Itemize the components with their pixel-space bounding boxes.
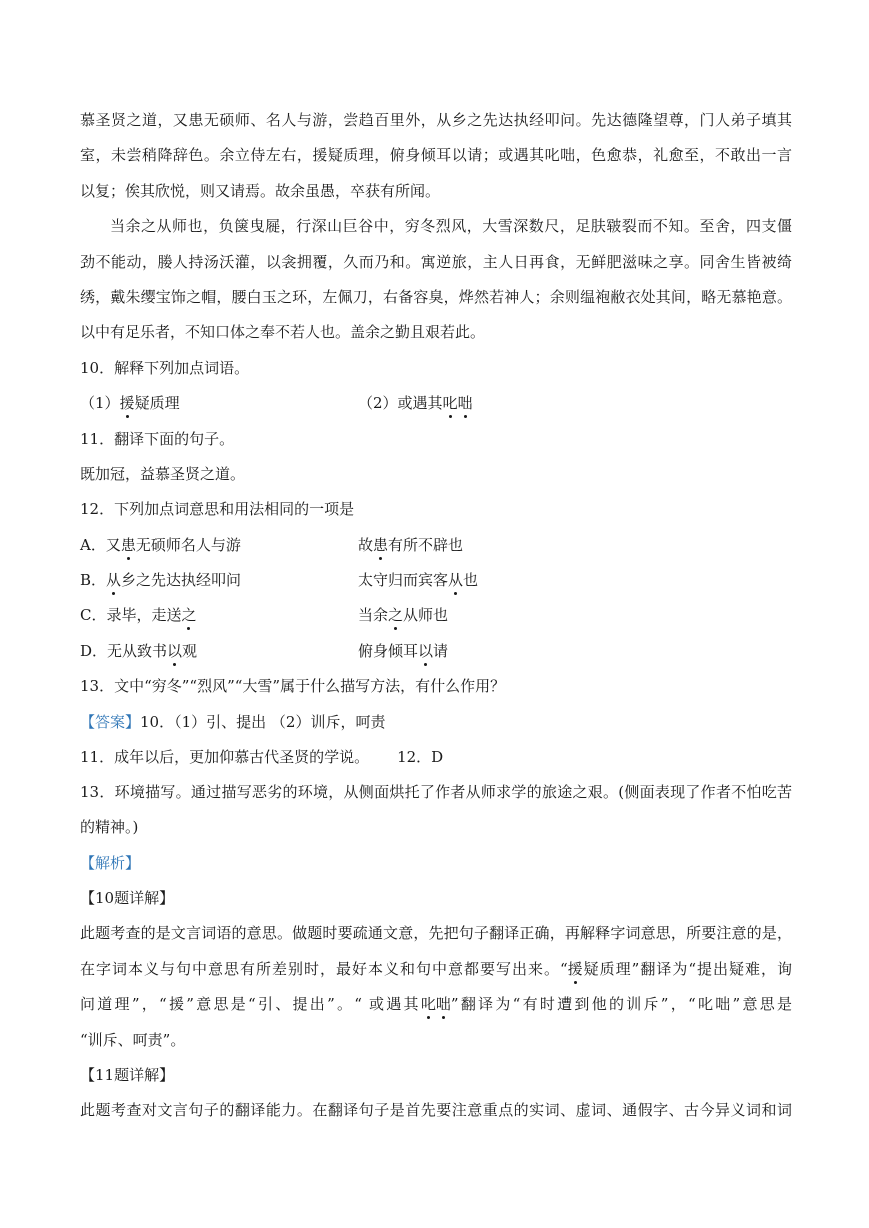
passage-line: 以中有足乐者，不知口体之奉不若人也。盖余之勤且艰若此。 <box>80 323 486 341</box>
answer-13-cont: 的精神。) <box>80 818 139 836</box>
dotted-char: 咄 <box>457 394 473 412</box>
answer-11-12: 11．成年以后，更加仰慕古代圣贤的学说。 12．D <box>80 748 444 766</box>
dotted-char: 以 <box>418 642 434 660</box>
option-a: A．又患无硕师名人与游 故患有所不辟也 <box>80 536 464 554</box>
question-12-stem: 12．下列加点词意思和用法相同的一项是 <box>80 500 355 518</box>
passage-line: 以复；俟其欣悦，则又请焉。故余虽愚，卒获有所闻。 <box>80 182 441 200</box>
dotted-char: 以 <box>167 642 183 660</box>
analysis-11-line: 此题考查对文言句子的翻译能力。在翻译句子是首先要注意重点的实词、虚词、通假字、古今异义词和词 <box>80 1101 792 1119</box>
analysis-11-heading: 【11题详解】 <box>80 1066 175 1084</box>
question-10-stem: 10．解释下列加点词语。 <box>80 359 250 377</box>
passage-line: 绣，戴朱缨宝饰之帽，腰白玉之环，左佩刀，右备容臭，烨然若神人；余则缊袍敝衣处其间，略无慕艳意。 <box>80 288 792 306</box>
question-11-sentence: 既加冠，益慕圣贤之道。 <box>80 465 246 483</box>
analysis-tag: 【解析】 <box>80 854 141 872</box>
analysis-10-line: 此题考查的是文言词语的意思。做题时要疏通文意，先把句子翻译正确，再解释字词意思，所要注意的是， <box>80 924 792 942</box>
question-10-items <box>80 393 792 413</box>
dotted-char: 叱 <box>442 394 458 412</box>
answer-13: 13．环境描写。通过描写恶劣的环境，从侧面烘托了作者从师求学的旅途之艰。(侧面表现了作者不怕吃苦 <box>80 783 792 801</box>
analysis-10-line: 在字词本义与句中意思有所差别时，最好本义和句中意都要写出来。“援疑质理”翻译为“提出疑难，询 <box>80 960 793 978</box>
passage-line: 当余之从师也，负箧曳屣，行深山巨谷中，穷冬烈风，大雪深数尺，足肤皲裂而不知。至舍，四支僵 <box>110 217 792 235</box>
passage-line: 劲不能动，媵人持汤沃灌，以衾拥覆，久而乃和。寓逆旅，主人日再食，无鲜肥滋味之享。同舍生皆被绮 <box>80 253 792 271</box>
analysis-10-line: 问道理”，“援”意思是“引、提出”。“ 或遇其叱咄”翻译为“有时遭到他的训斥”，“叱咄”意思是 <box>80 995 792 1013</box>
answer-tag: 【答案】 <box>80 713 141 731</box>
dotted-char: 之 <box>181 606 197 624</box>
q10-item-2: （2）或遇其叱咄 <box>358 394 473 412</box>
option-c: C．录毕，走送之 当余之从师也 <box>80 606 449 624</box>
option-b: B．从乡之先达执经叩问 太守归而宾客从也 <box>80 571 479 589</box>
dotted-char: 之 <box>388 606 404 624</box>
dotted-char: 患 <box>120 536 136 554</box>
dotted-char: 援 <box>567 960 583 978</box>
option-d: D．无从致书以观 俯身倾耳以请 <box>80 642 449 660</box>
analysis-10-line: “训斥、呵责”。 <box>80 1031 186 1049</box>
dotted-char: 从 <box>106 571 122 589</box>
passage-line: 室，未尝稍降辞色。余立侍左右，援疑质理，俯身倾耳以请；或遇其叱咄，色愈恭，礼愈至，不敢出一言 <box>80 146 792 164</box>
dotted-char: 从 <box>448 571 464 589</box>
passage-line: 慕圣贤之道，又患无硕师、名人与游，尝趋百里外，从乡之先达执经叩问。先达德隆望尊，门人弟子填其 <box>80 111 792 129</box>
analysis-10-heading: 【10题详解】 <box>80 889 175 907</box>
question-11-stem: 11．翻译下面的句子。 <box>80 430 235 448</box>
dotted-char: 叱 <box>420 995 436 1013</box>
answer-10: 【答案】10．（1）引、提出 （2）训斥，呵责 <box>80 713 386 731</box>
q10-item-1: （1）援疑质理 <box>80 394 180 412</box>
dotted-char: 援 <box>119 394 135 412</box>
dotted-char: 患 <box>373 536 389 554</box>
dotted-char: 咄 <box>435 995 451 1013</box>
question-13-stem: 13．文中“穷冬”“烈风”“大雪”属于什么描写方法，有什么作用？ <box>80 677 506 695</box>
